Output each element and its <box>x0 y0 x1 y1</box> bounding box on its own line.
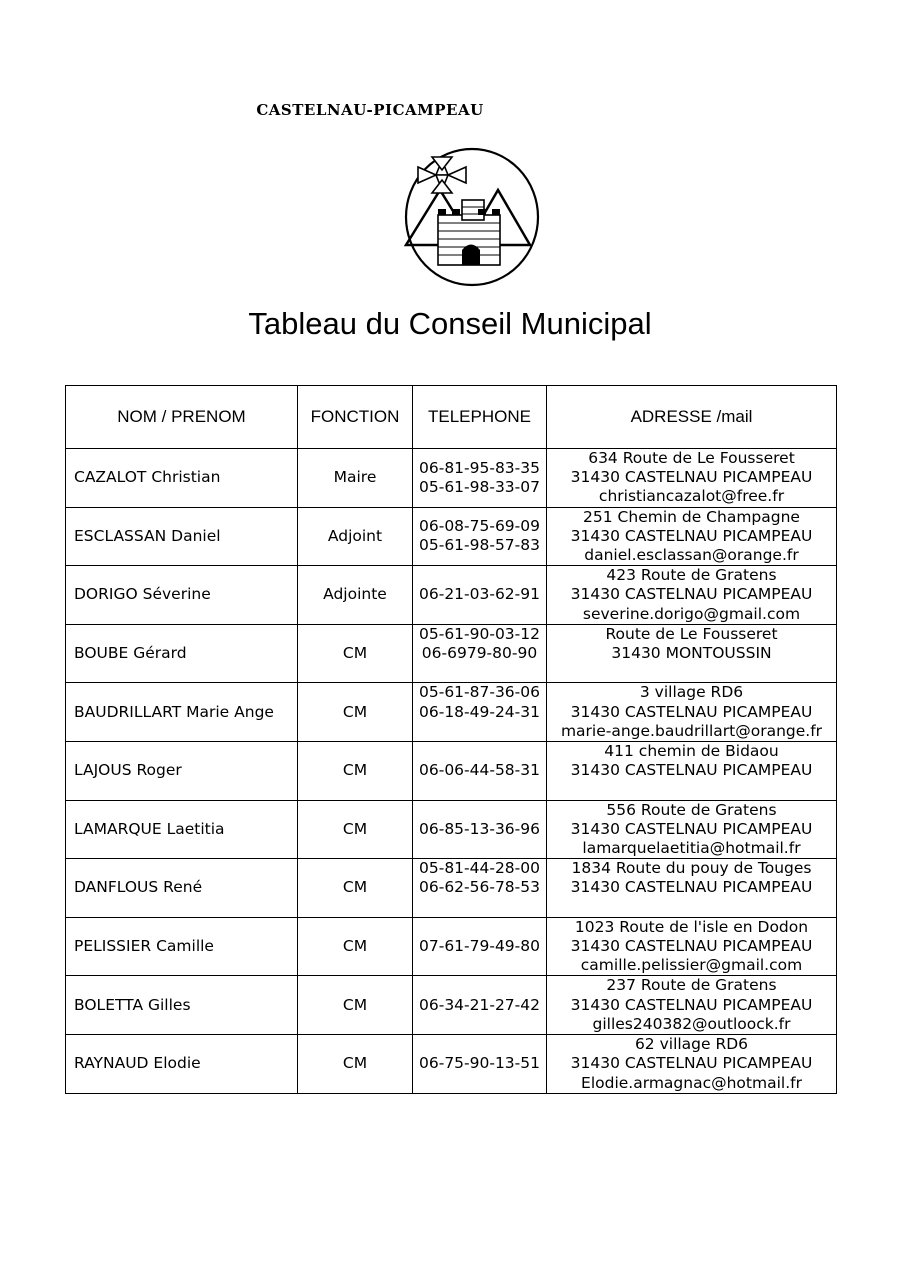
member-name: BOUBE Gérard <box>66 624 298 683</box>
member-name: LAJOUS Roger <box>66 742 298 801</box>
member-email: severine.dorigo@gmail.com <box>582 604 801 623</box>
member-address: 1834 Route du pouy de Touges 31430 CASTELNAU PICAMPEAU <box>547 859 837 918</box>
member-email: Elodie.armagnac@hotmail.fr <box>581 1073 802 1092</box>
member-phones: 07-61-79-49-80 <box>413 917 547 976</box>
member-function: CM <box>298 683 413 742</box>
header-function: FONCTION <box>298 386 413 449</box>
table-row <box>66 742 837 801</box>
member-address: 423 Route de Gratens 31430 CASTELNAU PICAMPEAU severine.dorigo@gmail.com <box>547 566 837 625</box>
table-row <box>66 566 837 625</box>
member-phones: 06-21-03-62-91 <box>413 566 547 625</box>
member-phones: 05-61-87-36-06 06-18-49-24-31 <box>413 683 547 742</box>
member-function: CM <box>298 742 413 801</box>
member-phones: 06-81-95-83-35 05-61-98-33-07 <box>413 449 547 508</box>
member-phones: 05-81-44-28-00 06-62-56-78-53 <box>413 859 547 918</box>
member-function: CM <box>298 976 413 1035</box>
member-phones: 06-06-44-58-31 <box>413 742 547 801</box>
member-address: 237 Route de Gratens 31430 CASTELNAU PICAMPEAU gilles240382@outloock.fr <box>547 976 837 1035</box>
member-address: 556 Route de Gratens 31430 CASTELNAU PICAMPEAU lamarquelaetitia@hotmail.fr <box>547 800 837 859</box>
table-row <box>66 1035 837 1094</box>
member-name: CAZALOT Christian <box>66 449 298 508</box>
table-row <box>66 859 837 918</box>
member-function: CM <box>298 624 413 683</box>
member-phones: 05-61-90-03-12 06-6979-80-90 <box>413 624 547 683</box>
member-function: CM <box>298 800 413 859</box>
table-row <box>66 683 837 742</box>
table-row <box>66 449 837 508</box>
member-name: DORIGO Séverine <box>66 566 298 625</box>
member-email: marie-ange.baudrillart@orange.fr <box>560 721 823 740</box>
member-phones: 06-75-90-13-51 <box>413 1035 547 1094</box>
table-row <box>66 624 837 683</box>
member-email: lamarquelaetitia@hotmail.fr <box>582 839 801 858</box>
logo-text: CASTELNAU-PICAMPEAU <box>256 101 484 119</box>
member-address: 411 chemin de Bidaou 31430 CASTELNAU PICAMPEAU <box>547 742 837 801</box>
member-name: PELISSIER Camille <box>66 917 298 976</box>
member-name: ESCLASSAN Daniel <box>66 507 298 566</box>
member-address: 251 Chemin de Champagne 31430 CASTELNAU PICAMPEAU daniel.esclassan@orange.fr <box>547 507 837 566</box>
table-row <box>66 917 837 976</box>
member-phones: 06-34-21-27-42 <box>413 976 547 1035</box>
page-title: Tableau du Conseil Municipal <box>248 306 652 341</box>
member-email: christiancazalot@free.fr <box>598 487 785 506</box>
member-email: daniel.esclassan@orange.fr <box>584 546 799 565</box>
member-name: DANFLOUS René <box>66 859 298 918</box>
member-address: 62 village RD6 31430 CASTELNAU PICAMPEAU Elodie.armagnac@hotmail.fr <box>547 1035 837 1094</box>
table-row <box>66 507 837 566</box>
member-function: Adjoint <box>298 507 413 566</box>
member-address: 634 Route de Le Fousseret 31430 CASTELNAU PICAMPEAU christiancazalot@free.fr <box>547 449 837 508</box>
header-telephone: TELEPHONE <box>413 386 547 449</box>
council-table <box>65 385 837 1094</box>
member-email: camille.pelissier@gmail.com <box>580 956 803 975</box>
member-address: 3 village RD6 31430 CASTELNAU PICAMPEAU marie-ange.baudrillart@orange.fr <box>547 683 837 742</box>
header-address: ADRESSE /mail <box>547 386 837 449</box>
member-phones: 06-08-75-69-09 05-61-98-57-83 <box>413 507 547 566</box>
member-function: CM <box>298 917 413 976</box>
village-crest-logo <box>256 101 570 290</box>
header-name: NOM / PRENOM <box>66 386 298 449</box>
member-address: 1023 Route de l'isle en Dodon 31430 CASTELNAU PICAMPEAU camille.pelissier@gmail.com <box>547 917 837 976</box>
table-row <box>66 800 837 859</box>
member-name: BAUDRILLART Marie Ange <box>66 683 298 742</box>
member-phones: 06-85-13-36-96 <box>413 800 547 859</box>
member-name: RAYNAUD Elodie <box>66 1035 298 1094</box>
member-name: LAMARQUE Laetitia <box>66 800 298 859</box>
table-row <box>66 976 837 1035</box>
table-header-row <box>66 386 837 449</box>
member-function: CM <box>298 1035 413 1094</box>
member-function: CM <box>298 859 413 918</box>
member-name: BOLETTA Gilles <box>66 976 298 1035</box>
member-address: Route de Le Fousseret 31430 MONTOUSSIN <box>547 624 837 683</box>
member-email: gilles240382@outloock.fr <box>592 1014 791 1033</box>
member-function: Adjointe <box>298 566 413 625</box>
member-function: Maire <box>298 449 413 508</box>
